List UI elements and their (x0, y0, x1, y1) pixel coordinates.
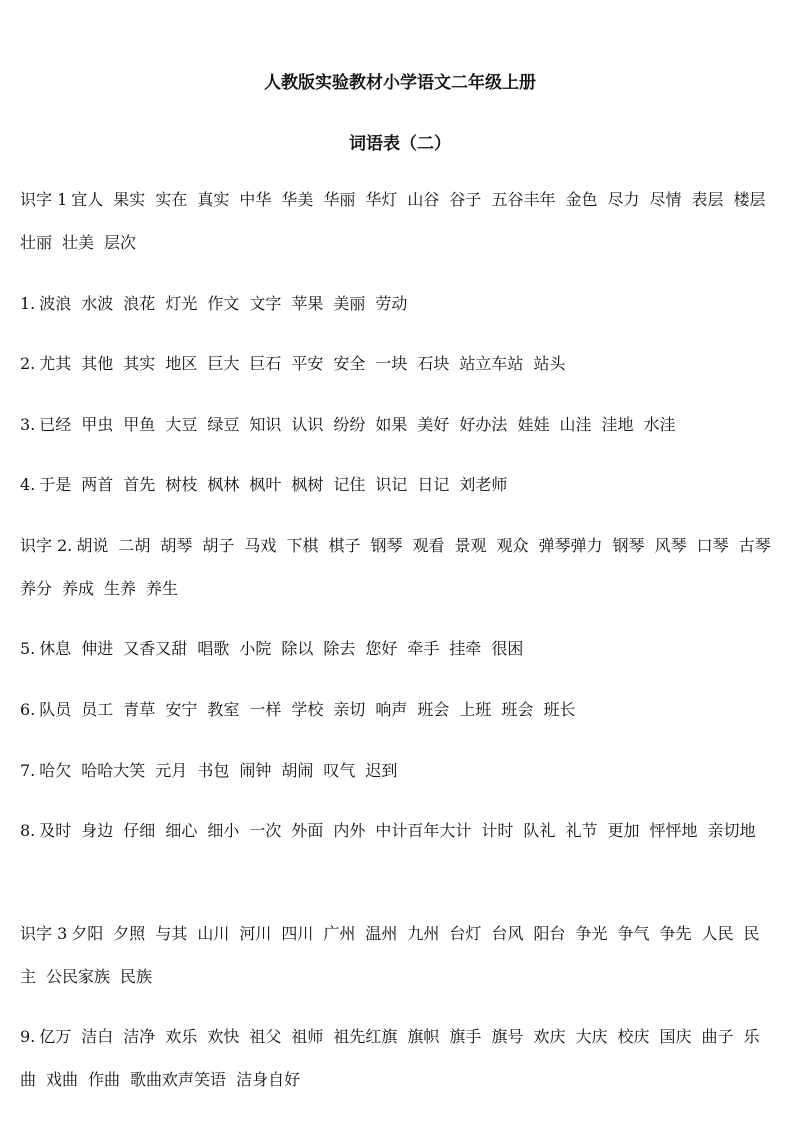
vocab-word: 与其 (155, 924, 188, 943)
vocab-word: 于是 (39, 475, 72, 494)
lesson-label: 识字 1 (20, 190, 68, 209)
vocab-word: 曲子 (701, 1027, 734, 1046)
vocab-word: 波浪 (39, 294, 72, 313)
vocab-word: 闹钟 (239, 761, 272, 780)
vocab-word: 温州 (365, 924, 398, 943)
vocab-word: 欢乐 (165, 1027, 198, 1046)
vocab-word: 人民 (701, 924, 734, 943)
vocab-word: 洁净 (123, 1027, 156, 1046)
vocab-line (20, 627, 782, 670)
vocab-word: 河川 (239, 924, 272, 943)
vocab-word: 棋子 (328, 536, 361, 555)
vocab-word: 仔细 (123, 821, 156, 840)
vocab-word: 地区 (165, 354, 198, 373)
vocab-word: 尤其 (39, 354, 72, 373)
vocab-word: 山洼 (559, 415, 592, 434)
lesson-label: 5. (20, 639, 36, 658)
vocab-word: 班会 (417, 700, 450, 719)
vocab-word: 民族 (120, 967, 153, 986)
vocab-word: 怦怦地 (649, 821, 698, 840)
vocab-word: 钢琴 (370, 536, 403, 555)
vocab-word: 亲切地 (707, 821, 756, 840)
vocab-word: 美好 (417, 415, 450, 434)
vocab-word: 作曲 (88, 1070, 121, 1089)
vocab-word: 认识 (291, 415, 324, 434)
vocab-line (20, 1015, 782, 1101)
vocab-word: 下棋 (286, 536, 319, 555)
vocab-line (20, 282, 782, 325)
vocab-word: 作文 (207, 294, 240, 313)
vocab-word: 祖先红旗 (333, 1027, 398, 1046)
vocab-word: 欢快 (207, 1027, 240, 1046)
lesson-label: 8. (20, 821, 36, 840)
vocab-word: 养生 (146, 579, 179, 598)
vocab-word: 大豆 (165, 415, 198, 434)
vocab-word: 华美 (281, 190, 314, 209)
vocab-word: 欢庆 (533, 1027, 566, 1046)
vocab-word: 古琴 (738, 536, 771, 555)
vocab-word: 中华 (239, 190, 272, 209)
vocab-word: 枫林 (207, 475, 240, 494)
vocab-word: 队员 (39, 700, 72, 719)
vocab-word: 风琴 (654, 536, 687, 555)
vocab-word: 上班 (459, 700, 492, 719)
vocab-word: 层次 (104, 233, 137, 252)
vocab-word: 争先 (659, 924, 692, 943)
vocab-word: 娃娃 (517, 415, 550, 434)
vocab-word: 挂牵 (449, 639, 482, 658)
vocab-word: 书包 (197, 761, 230, 780)
vocab-word: 苹果 (291, 294, 324, 313)
vocab-line (20, 809, 782, 852)
vocab-word: 台灯 (449, 924, 482, 943)
vocab-word: 首先 (123, 475, 156, 494)
vocab-word: 哈欠 (39, 761, 72, 780)
vocab-word: 谷子 (449, 190, 482, 209)
vocab-word: 景观 (454, 536, 487, 555)
vocab-word: 刘老师 (459, 475, 508, 494)
vocab-word: 乐曲 (20, 1027, 760, 1089)
lesson-label: 9. (20, 1027, 36, 1046)
vocab-word: 文字 (249, 294, 282, 313)
vocab-word: 休息 (39, 639, 72, 658)
vocab-word: 绿豆 (207, 415, 240, 434)
vocab-word: 石块 (417, 354, 450, 373)
vocab-word: 国庆 (659, 1027, 692, 1046)
vocab-word: 祖父 (249, 1027, 282, 1046)
vocab-word: 争气 (617, 924, 650, 943)
vocab-word: 洁白 (81, 1027, 114, 1046)
vocab-word: 好办法 (459, 415, 508, 434)
vocab-word: 胡子 (202, 536, 235, 555)
vocab-word: 及时 (39, 821, 72, 840)
vocab-word: 胡闹 (281, 761, 314, 780)
vocab-word: 学校 (291, 700, 324, 719)
vocab-word: 阳台 (533, 924, 566, 943)
vocab-word: 叹气 (323, 761, 356, 780)
vocab-word: 表层 (691, 190, 724, 209)
vocab-word: 观众 (496, 536, 529, 555)
vocab-word: 美丽 (333, 294, 366, 313)
vocab-word: 元月 (155, 761, 188, 780)
vocab-word: 内外 (333, 821, 366, 840)
vocab-word: 细小 (207, 821, 240, 840)
vocab-word: 细心 (165, 821, 198, 840)
vocab-word: 教室 (207, 700, 240, 719)
vocab-word: 外面 (291, 821, 324, 840)
lesson-label: 1. (20, 294, 36, 313)
vocab-word: 二胡 (118, 536, 151, 555)
vocab-word: 台风 (491, 924, 524, 943)
vocab-word: 哈哈大笑 (81, 761, 146, 780)
vocab-word: 实在 (155, 190, 188, 209)
vocab-word: 灯光 (165, 294, 198, 313)
vocab-word: 除以 (281, 639, 314, 658)
vocab-word: 山川 (197, 924, 230, 943)
vocab-word: 其实 (123, 354, 156, 373)
vocab-word: 旗手 (449, 1027, 482, 1046)
vocab-word: 校庆 (617, 1027, 650, 1046)
vocab-word: 祖师 (291, 1027, 324, 1046)
vocab-word: 甲虫 (81, 415, 114, 434)
vocab-word: 站头 (533, 354, 566, 373)
vocab-word: 壮丽 (20, 233, 53, 252)
vocab-word: 日记 (417, 475, 450, 494)
vocab-word: 山谷 (407, 190, 440, 209)
vocab-word: 真实 (197, 190, 230, 209)
vocab-word: 歌曲欢声笑语 (130, 1070, 227, 1089)
vocab-word: 胡说 (76, 536, 109, 555)
lesson-label: 识字 3 (20, 924, 68, 943)
vocab-word: 胡琴 (160, 536, 193, 555)
vocab-word: 除去 (323, 639, 356, 658)
vocab-word: 华灯 (365, 190, 398, 209)
vocab-word: 公民家族 (46, 967, 111, 986)
vocab-line (20, 688, 782, 731)
vocab-word: 浪花 (123, 294, 156, 313)
vocab-word: 四川 (281, 924, 314, 943)
vocab-word: 马戏 (244, 536, 277, 555)
vocab-word: 纷纷 (333, 415, 366, 434)
vocab-word: 响声 (375, 700, 408, 719)
vocab-word: 您好 (365, 639, 398, 658)
vocab-word: 一样 (249, 700, 282, 719)
vocab-word: 小院 (239, 639, 272, 658)
vocab-word: 夕照 (113, 924, 146, 943)
vocab-word: 夕阳 (71, 924, 104, 943)
vocab-word: 礼节 (565, 821, 598, 840)
vocab-word: 如果 (375, 415, 408, 434)
vocab-word: 伸进 (81, 639, 114, 658)
vocab-word: 生养 (104, 579, 137, 598)
vocab-word: 身边 (81, 821, 114, 840)
vocab-word: 迟到 (365, 761, 398, 780)
vocab-word: 安宁 (165, 700, 198, 719)
vocab-word: 识记 (375, 475, 408, 494)
vocab-word: 枫叶 (249, 475, 282, 494)
vocab-word: 枫树 (291, 475, 324, 494)
vocab-word: 青草 (123, 700, 156, 719)
vocab-word: 巨大 (207, 354, 240, 373)
vocab-line (20, 463, 782, 506)
document-title: 人教版实验教材小学语文二年级上册 (264, 73, 536, 93)
vocab-word: 楼层 (733, 190, 766, 209)
vocab-word: 戏曲 (46, 1070, 79, 1089)
vocab-word: 水洼 (643, 415, 676, 434)
vocab-word: 旗帜 (407, 1027, 440, 1046)
vocab-word: 华丽 (323, 190, 356, 209)
vocab-line (20, 912, 782, 998)
vocab-word: 很困 (491, 639, 524, 658)
vocab-word: 洁身自好 (236, 1070, 301, 1089)
vocab-word: 壮美 (62, 233, 95, 252)
lesson-label: 4. (20, 475, 36, 494)
vocab-word: 亲切 (333, 700, 366, 719)
vocab-word: 养成 (62, 579, 95, 598)
vocab-word: 尽情 (649, 190, 682, 209)
vocab-word: 养分 (20, 579, 53, 598)
vocab-word: 计时 (481, 821, 514, 840)
vocab-word: 牵手 (407, 639, 440, 658)
vocab-word: 广州 (323, 924, 356, 943)
lesson-label: 识字 2. (20, 536, 73, 555)
vocab-line (20, 342, 782, 385)
vocab-line (20, 524, 782, 610)
vocab-word: 知识 (249, 415, 282, 434)
vocab-word: 观看 (412, 536, 445, 555)
vocab-word: 旗号 (491, 1027, 524, 1046)
vocab-word: 一次 (249, 821, 282, 840)
vocab-word: 民主 (20, 924, 760, 986)
vocab-word: 尽力 (607, 190, 640, 209)
vocab-word: 口琴 (696, 536, 729, 555)
vocab-word: 五谷丰年 (491, 190, 556, 209)
lesson-label: 2. (20, 354, 36, 373)
vocab-word: 钢琴 (612, 536, 645, 555)
vocab-word: 洼地 (601, 415, 634, 434)
vocab-word: 弹琴弹力 (538, 536, 603, 555)
vocab-word: 又香又甜 (123, 639, 188, 658)
vocab-line (20, 403, 782, 446)
vocab-word: 唱歌 (197, 639, 230, 658)
vocab-word: 九州 (407, 924, 440, 943)
vocab-word: 大庆 (575, 1027, 608, 1046)
vocab-word: 员工 (81, 700, 114, 719)
vocab-line (20, 178, 782, 264)
vocab-word: 班长 (543, 700, 576, 719)
lesson-label: 6. (20, 700, 36, 719)
vocab-word: 中计百年大计 (375, 821, 472, 840)
vocab-word: 甲鱼 (123, 415, 156, 434)
vocab-line (20, 749, 782, 792)
vocab-word: 一块 (375, 354, 408, 373)
vocab-word: 队礼 (523, 821, 556, 840)
vocab-word: 亿万 (39, 1027, 72, 1046)
vocab-word: 已经 (39, 415, 72, 434)
vocab-word: 巨石 (249, 354, 282, 373)
vocab-word: 水波 (81, 294, 114, 313)
vocab-word: 争光 (575, 924, 608, 943)
vocab-word: 金色 (565, 190, 598, 209)
vocab-word: 站立车站 (459, 354, 524, 373)
vocab-word: 果实 (113, 190, 146, 209)
vocab-word: 更加 (607, 821, 640, 840)
lesson-label: 3. (20, 415, 36, 434)
vocab-word: 宜人 (71, 190, 104, 209)
vocab-word: 树枝 (165, 475, 198, 494)
lesson-label: 7. (20, 761, 36, 780)
vocab-word: 两首 (81, 475, 114, 494)
document-subtitle: 词语表（二） (349, 134, 451, 154)
vocab-word: 班会 (501, 700, 534, 719)
vocab-word: 平安 (291, 354, 324, 373)
vocab-word: 安全 (333, 354, 366, 373)
vocab-word: 其他 (81, 354, 114, 373)
vocab-word: 记住 (333, 475, 366, 494)
vocab-word: 劳动 (375, 294, 408, 313)
